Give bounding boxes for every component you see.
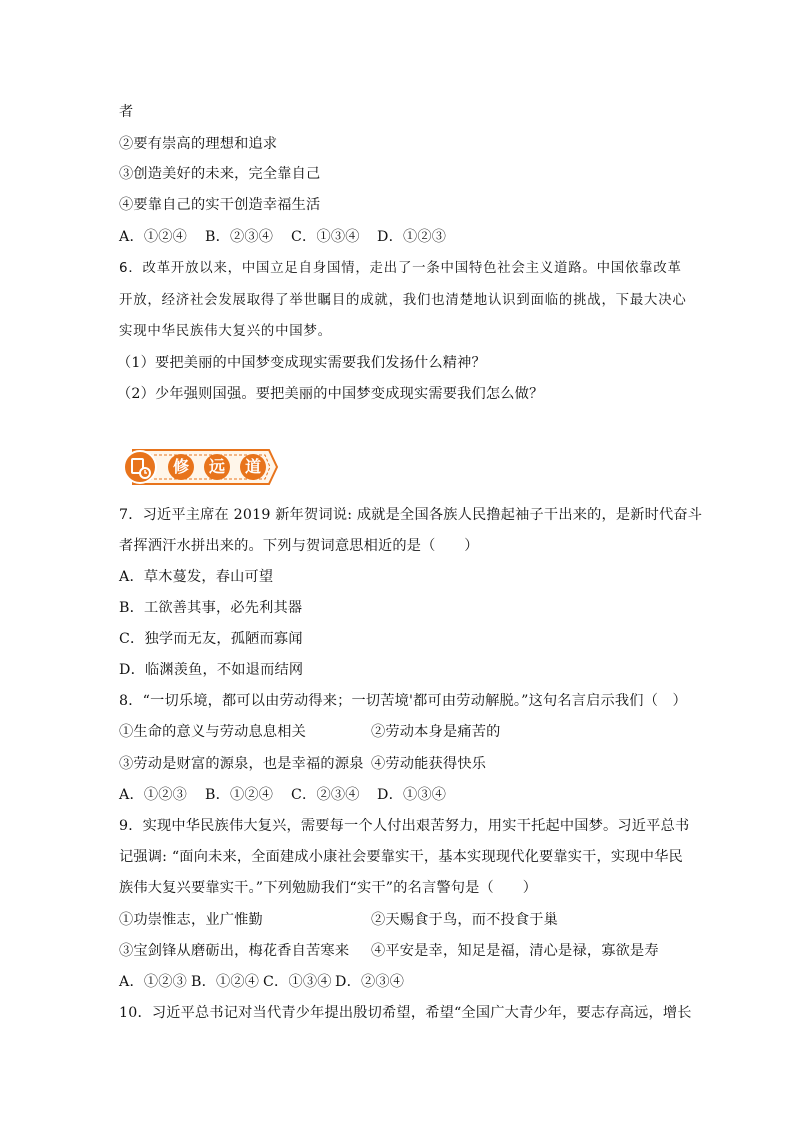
answer-option: A．①②④ xyxy=(119,229,187,245)
text-line: 者 xyxy=(119,104,134,120)
option-line: C．独学而无友，孤陋而寡闻 xyxy=(119,631,303,647)
option-line: ②要有崇高的理想和追求 xyxy=(119,136,278,152)
answer-option: C．②③④ xyxy=(291,787,360,803)
option-line: A．草木蔓发，春山可望 xyxy=(119,569,274,585)
option-line: D．临渊羡鱼，不如退而结网 xyxy=(119,662,304,678)
answer-option: C．①③④ xyxy=(291,229,360,245)
option-line: ①生命的意义与劳动息息相关 xyxy=(119,724,307,740)
option-line: ②劳动本身是痛苦的 xyxy=(371,724,501,740)
option-line: ③劳动是财富的源泉，也是幸福的源泉 xyxy=(119,756,364,772)
option-line: ①功崇惟志，业广惟勤 xyxy=(119,912,263,928)
answer-option: A．①②③ xyxy=(119,974,187,990)
banner-char: 远 xyxy=(204,454,230,480)
option-pair xyxy=(119,722,501,742)
answer-options xyxy=(119,785,446,805)
answer-option: A．①②③ xyxy=(119,787,187,803)
answer-option: D．①②③ xyxy=(377,229,447,245)
option-line: ③创造美好的未来，完全靠自己 xyxy=(119,166,321,182)
question-text: 10．习近平总书记对当代青少年提出殷切希望，希望“全国广大青少年，要志存高远，增长 xyxy=(119,1005,692,1021)
option-line: ④要靠自己的实干创造幸福生活 xyxy=(119,197,321,213)
question-text: 9．实现中华民族伟大复兴，需要每一个人付出艰苦努力，用实干托起中国梦。习近平总书 xyxy=(119,818,690,834)
option-line: ④平安是幸，知足是福，清心是禄，寡欲是寿 xyxy=(371,943,659,959)
option-line: ②天赐食于鸟，而不投食于巢 xyxy=(371,912,559,928)
answer-options xyxy=(119,227,446,247)
sub-question: （2）少年强则国强。要把美丽的中国梦变成现实需要我们怎么做？ xyxy=(117,386,544,402)
question-text: 7．习近平主席在 2019 新年贺词说: 成就是全国各族人民撸起袖子干出来的，是新时代奋斗 xyxy=(119,507,703,523)
answer-option: B．②③④ xyxy=(205,229,274,245)
sub-question: （1）要把美丽的中国梦变成现实需要我们发扬什么精神？ xyxy=(117,355,486,371)
answer-option: D．②③④ xyxy=(335,974,405,990)
option-line: ④劳动能获得快乐 xyxy=(371,756,487,772)
question-text: 8．“一切乐境，都可以由劳动得来；一切苦境'都可由劳动解脱。”这句名言启示我们（ ） xyxy=(119,693,687,709)
question-text: 者挥洒汗水拼出来的。下列与贺词意思相近的是（ ） xyxy=(119,538,479,554)
answer-option: C．①③④ xyxy=(263,974,332,990)
option-pair xyxy=(119,941,659,961)
answer-option: B．①②④ xyxy=(191,974,260,990)
answer-option: B．①②④ xyxy=(205,787,274,803)
question-text: 实现中华民族伟大复兴的中国梦。 xyxy=(119,324,332,339)
question-text: 开放，经济社会发展取得了举世瞩目的成就，我们也清楚地认识到面临的挑战，下最大决心 xyxy=(119,293,687,308)
question-text: 族伟大复兴要靠实干。”下列勉励我们“实干”的名言警句是（ ） xyxy=(119,880,538,896)
option-line: ③宝剑锋从磨砺出，梅花香自苦寒来 xyxy=(119,943,350,959)
option-line: B．工欲善其事，必先利其器 xyxy=(119,600,303,616)
answer-options xyxy=(119,972,404,992)
banner-char: 修 xyxy=(168,454,194,480)
banner-char: 道 xyxy=(240,454,266,480)
question-text: 6．改革开放以来，中国立足自身国情，走出了一条中国特色社会主义道路。中国依靠改革 xyxy=(119,261,682,276)
section-banner xyxy=(119,446,281,488)
option-pair xyxy=(119,754,486,774)
question-text: 记强调: “面向未来，全面建成小康社会要靠实干，基本实现现代化要靠实干，实现中华民 xyxy=(119,849,683,865)
answer-option: D．①③④ xyxy=(377,787,447,803)
option-pair xyxy=(119,910,558,930)
